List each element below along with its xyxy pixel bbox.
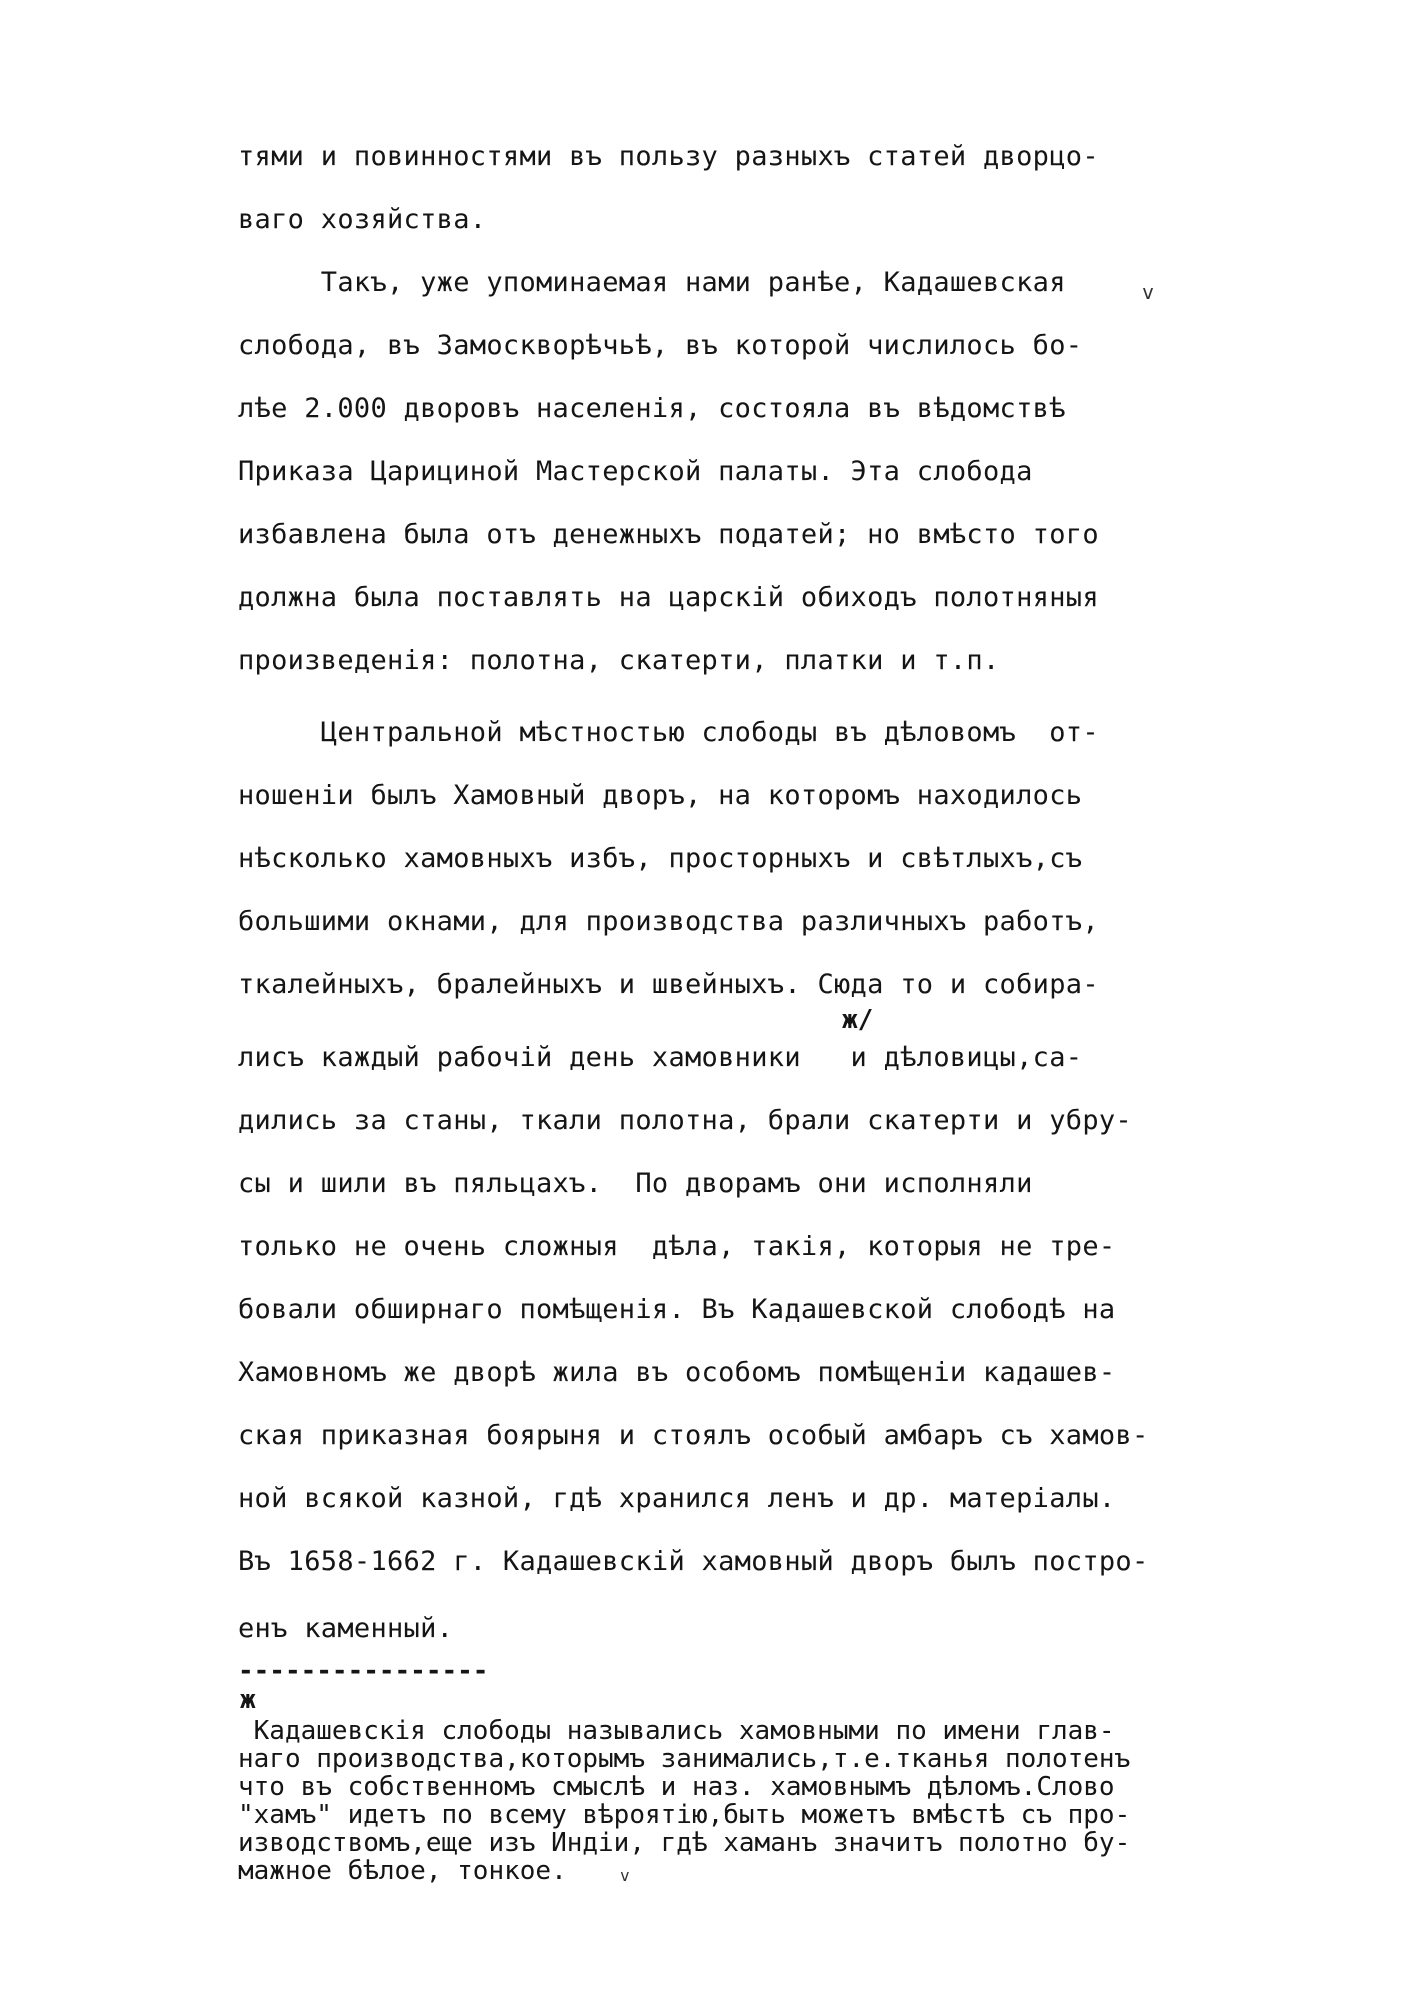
body-line: ношеніи былъ Хамовный дворъ, на которомъ находилось xyxy=(238,780,1083,811)
footnote-line: мажное бѣлое, тонкое. xyxy=(238,1856,567,1886)
body-line: сы и шили въ пяльцахъ. По дворамъ они исполняли xyxy=(238,1168,1033,1199)
body-line: дились за станы, ткали полотна, брали скатерти и убру- xyxy=(238,1105,1132,1136)
footnote-line: изводствомъ,еще изъ Индіи, гдѣ хаманъ значитъ полотно бу- xyxy=(238,1828,1131,1858)
body-line: нѣсколько хамовныхъ избъ, просторныхъ и свѣтлыхъ,съ xyxy=(238,843,1083,874)
footnote-line: что въ собственномъ смыслѣ и наз. хамовнымъ дѣломъ.Слово xyxy=(238,1772,1115,1802)
footnote-line: Кадашевскія слободы назывались хамовными по имени глав- xyxy=(238,1716,1115,1746)
body-line: Въ 1658-1662 г. Кадашевскій хамовный дворъ былъ постро- xyxy=(238,1546,1149,1577)
body-line: тями и повинностями въ пользу разныхъ статей дворцо- xyxy=(238,141,1099,172)
footnote-marker: ж xyxy=(240,1685,256,1715)
body-line: лѣе 2.000 дворовъ населенія, состояла въ вѣдомствѣ xyxy=(238,393,1066,424)
body-line: слобода, въ Замоскворѣчьѣ, въ которой числилось бо- xyxy=(238,330,1083,361)
body-line: ваго хозяйства. xyxy=(238,204,487,235)
body-line: должна была поставлять на царскій обиходъ полотняныя xyxy=(238,582,1099,613)
body-line: лисъ каждый рабочій день хамовники и дѣловицы,са- xyxy=(238,1042,1083,1073)
margin-tick-mark: v xyxy=(620,1866,630,1885)
body-line: только не очень сложныя дѣла, такія, которыя не тре- xyxy=(238,1231,1116,1262)
body-line: ткалейныхъ, бралейныхъ и швейныхъ. Сюда то и собира- xyxy=(238,969,1099,1000)
body-line: избавлена была отъ денежныхъ податей; но вмѣсто того xyxy=(238,519,1099,550)
body-line: большими окнами, для производства различныхъ работъ, xyxy=(238,906,1099,937)
body-line: Центральной мѣстностью слободы въ дѣловомъ от- xyxy=(238,717,1099,748)
footnote-reference-mark: ж/ xyxy=(842,1005,874,1035)
body-line: Приказа Царициной Мастерской палаты. Эта слобода xyxy=(238,456,1033,487)
body-line: енъ каменный. xyxy=(238,1613,454,1644)
margin-tick-mark: v xyxy=(1142,280,1155,304)
body-line: ская приказная боярыня и стоялъ особый амбаръ съ хамов- xyxy=(238,1420,1149,1451)
body-line: произведенія: полотна, скатерти, платки и т.п. xyxy=(238,645,1000,676)
body-line: Хамовномъ же дворѣ жила въ особомъ помѣщеніи кадашев- xyxy=(238,1357,1116,1388)
footnote-divider: ---------------- xyxy=(238,1656,489,1686)
body-line: ной всякой казной, гдѣ хранился ленъ и др. матеріалы. xyxy=(238,1483,1116,1514)
body-line: Такъ, уже упоминаемая нами ранѣе, Кадашевская xyxy=(238,267,1066,298)
footnote-line: "хамъ" идетъ по всему вѣроятію,быть можетъ вмѣстѣ съ про- xyxy=(238,1800,1131,1830)
footnote-line: наго производства,которымъ занимались,т.е.тканья полотенъ xyxy=(238,1744,1131,1774)
body-line: бовали обширнаго помѣщенія. Въ Кадашевской слободѣ на xyxy=(238,1294,1116,1325)
